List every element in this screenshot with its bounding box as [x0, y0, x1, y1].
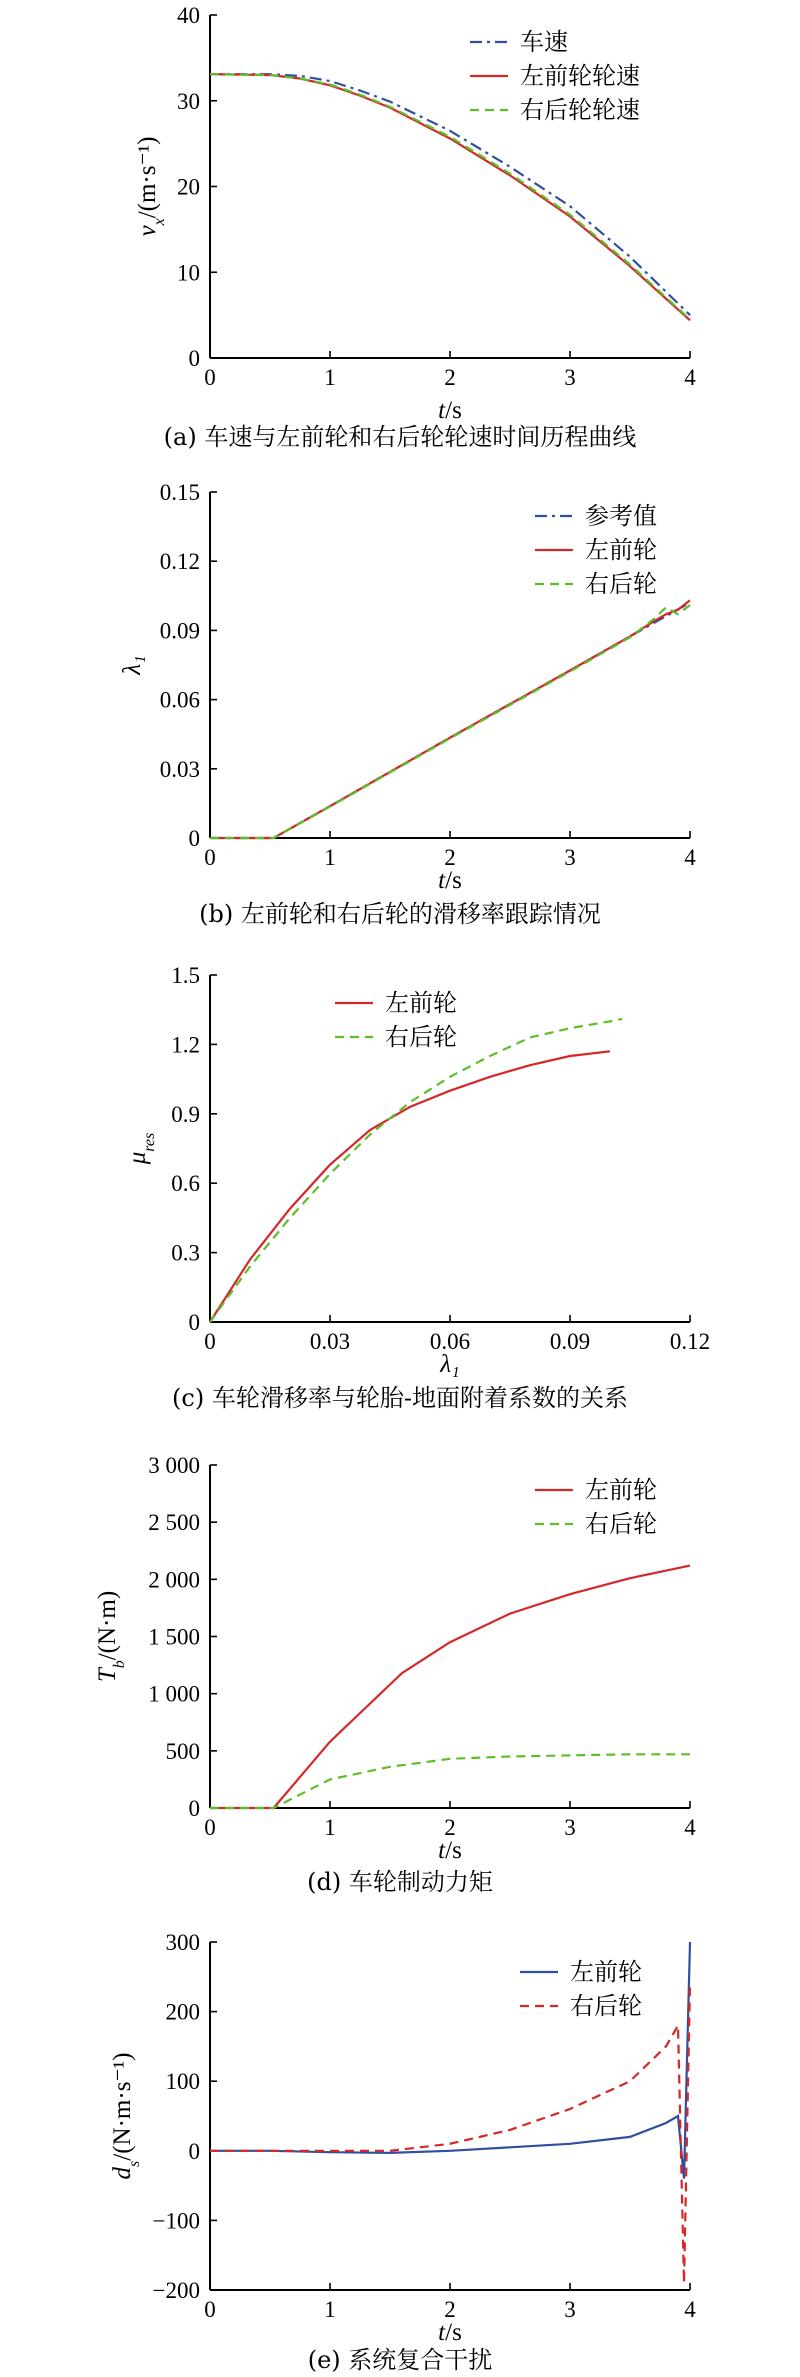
- y-tick-label-e: 200: [165, 1999, 200, 2025]
- chart-panel-b: [119, 480, 696, 928]
- legend-label-d-1: 右后轮: [585, 1510, 657, 1538]
- y-axis-label-c: $\mu_{res}$: [124, 1132, 158, 1165]
- legend-label-a-2: 右后轮轮速: [520, 96, 640, 124]
- y-tick-label-e: 300: [165, 1930, 200, 1955]
- series-line-d-0: [210, 1566, 690, 1808]
- series-line-c-1: [210, 1019, 622, 1322]
- x-tick-label-e: 2: [444, 2297, 456, 2322]
- y-tick-label-a: 20: [177, 174, 200, 200]
- x-tick-label-c: 0.12: [669, 1329, 711, 1354]
- y-tick-label-d: 2 000: [148, 1567, 200, 1593]
- x-tick-label-e: 1: [324, 2297, 336, 2322]
- series-line-b-2: [210, 605, 690, 838]
- caption-d: (d) 车轮制动力矩: [307, 1868, 493, 1896]
- chart-panel-c: [124, 963, 710, 1412]
- y-tick-label-a: 30: [177, 88, 200, 114]
- chart-panel-d: [94, 1453, 696, 1896]
- legend-label-c-0: 左前轮: [385, 989, 457, 1017]
- legend-label-c-1: 右后轮: [385, 1023, 457, 1051]
- y-tick-label-b: 0: [188, 826, 200, 851]
- x-tick-label-d: 3: [564, 1815, 576, 1840]
- y-tick-label-d: 500: [165, 1738, 200, 1764]
- y-tick-label-d: 3 000: [148, 1453, 200, 1478]
- y-tick-label-d: 1 500: [148, 1624, 200, 1650]
- y-tick-label-c: 0.9: [171, 1101, 200, 1127]
- legend-label-a-1: 左前轮轮速: [520, 62, 640, 90]
- legend-label-b-2: 右后轮: [585, 570, 657, 598]
- legend-label-e-0: 左前轮: [570, 1958, 642, 1986]
- x-axis-label-c: λ₁: [440, 1351, 460, 1378]
- x-tick-label-d: 4: [684, 1815, 696, 1840]
- y-tick-label-b: 0.03: [159, 756, 200, 782]
- x-tick-label-c: 0: [204, 1329, 216, 1354]
- y-tick-label-e: −200: [152, 2278, 200, 2303]
- x-tick-label-e: 4: [684, 2297, 696, 2322]
- x-tick-label-d: 0: [204, 1815, 216, 1840]
- x-tick-label-c: 0.03: [309, 1329, 351, 1354]
- y-tick-label-b: 0.12: [159, 549, 200, 575]
- x-axis-label-b: t/s: [438, 867, 462, 894]
- y-axis-label-e: $d_s/(N\cdot m\cdot s^{-1})$: [109, 2052, 143, 2180]
- x-axis-label-d: t/s: [438, 1837, 462, 1864]
- y-tick-label-b: 0.06: [159, 687, 200, 713]
- x-tick-label-b: 0: [204, 845, 216, 870]
- y-axis-label-b: λ₁: [119, 655, 146, 675]
- y-tick-label-b: 0.09: [159, 618, 200, 644]
- y-tick-label-a: 0: [188, 346, 200, 371]
- series-line-c-0: [210, 1051, 610, 1322]
- y-tick-label-e: −100: [152, 2208, 200, 2234]
- y-tick-label-b: 0.15: [159, 480, 200, 505]
- legend-label-d-0: 左前轮: [585, 1476, 657, 1504]
- y-tick-label-d: 2 500: [148, 1510, 200, 1536]
- series-line-d-1: [210, 1754, 690, 1808]
- y-axis-label-a: $v_x/(m\cdot s^{-1})$: [134, 136, 168, 237]
- x-tick-label-c: 0.06: [429, 1329, 471, 1354]
- caption-a: (a) 车速与左前轮和右后轮轮速时间历程曲线: [163, 423, 637, 451]
- caption-b: (b) 左前轮和右后轮的滑移率跟踪情况: [199, 900, 601, 928]
- x-tick-label-d: 2: [444, 1815, 456, 1840]
- chart-panel-e: [109, 1930, 696, 2374]
- y-tick-label-c: 1.2: [171, 1032, 200, 1058]
- x-tick-label-b: 4: [684, 845, 696, 870]
- x-tick-label-a: 4: [684, 365, 696, 390]
- series-line-e-1: [210, 1984, 690, 2283]
- y-tick-label-c: 0.3: [171, 1240, 200, 1266]
- caption-c: (c) 车轮滑移率与轮胎-地面附着系数的关系: [172, 1384, 628, 1412]
- x-tick-label-a: 2: [444, 365, 456, 390]
- caption-e: (e) 系统复合干扰: [307, 2346, 493, 2374]
- x-tick-label-a: 1: [324, 365, 336, 390]
- y-tick-label-a: 10: [177, 260, 200, 286]
- legend-label-b-0: 参考值: [585, 502, 657, 530]
- y-tick-label-d: 1 000: [148, 1681, 200, 1707]
- y-tick-label-c: 0.6: [171, 1171, 200, 1197]
- x-tick-label-d: 1: [324, 1815, 336, 1840]
- chart-panel-a: [134, 3, 696, 451]
- legend-label-a-0: 车速: [520, 28, 568, 56]
- x-tick-label-a: 0: [204, 365, 216, 390]
- y-tick-label-e: 100: [165, 2069, 200, 2095]
- x-axis-label-e: t/s: [438, 2319, 462, 2346]
- x-tick-label-a: 3: [564, 365, 576, 390]
- y-tick-label-c: 1.5: [171, 963, 200, 988]
- y-tick-label-d: 0: [188, 1796, 200, 1821]
- x-tick-label-b: 2: [444, 845, 456, 870]
- series-line-b-1: [210, 600, 690, 838]
- legend-label-e-1: 右后轮: [570, 1992, 642, 2020]
- x-tick-label-e: 0: [204, 2297, 216, 2322]
- legend-label-b-1: 左前轮: [585, 536, 657, 564]
- x-tick-label-e: 3: [564, 2297, 576, 2322]
- y-tick-label-e: 0: [188, 2138, 200, 2164]
- x-tick-label-b: 3: [564, 845, 576, 870]
- x-axis-label-a: t/s: [438, 397, 462, 424]
- x-tick-label-c: 0.09: [549, 1329, 591, 1354]
- series-line-b-0: [210, 603, 690, 838]
- x-tick-label-b: 1: [324, 845, 336, 870]
- y-tick-label-a: 40: [177, 3, 200, 28]
- y-tick-label-c: 0: [188, 1310, 200, 1335]
- y-axis-label-d: $T_b/(N\cdot m)$: [94, 1590, 128, 1683]
